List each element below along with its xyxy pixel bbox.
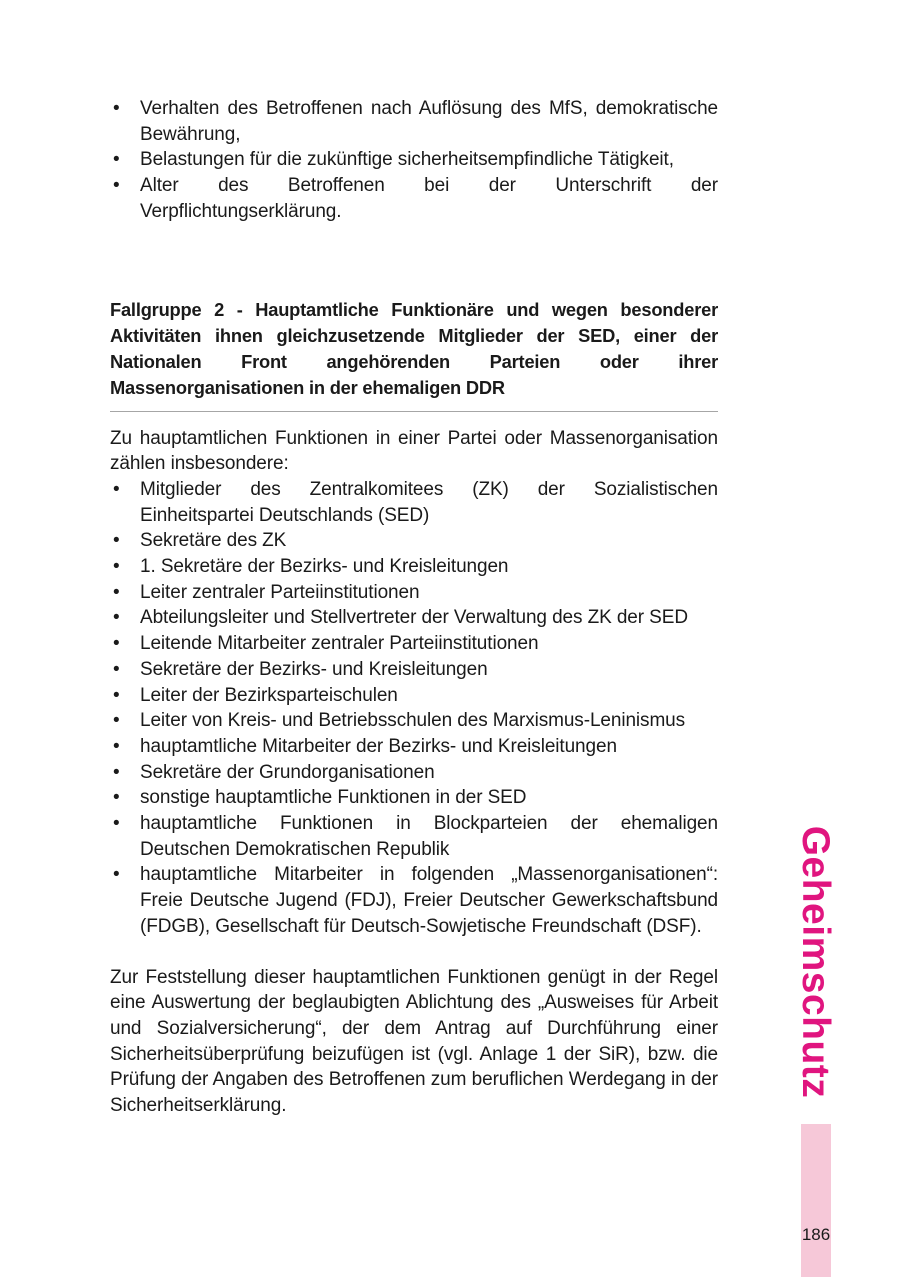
intro-paragraph: Zu hauptamtlichen Funktionen in einer Partei oder Massenorganisation zählen insbesondere: bbox=[110, 427, 718, 475]
function-bullet-list bbox=[110, 477, 718, 940]
list-item: • Verhalten des Betroffenen nach Auflösung des MfS, demokratische Bewährung, bbox=[110, 96, 718, 147]
list-item: • hauptamtliche Mitarbeiter der Bezirks- und Kreisleitungen bbox=[110, 734, 718, 760]
list-item: • Belastungen für die zukünftige sicherheitsempfindliche Tätigkeit, bbox=[110, 147, 718, 173]
list-item: • hauptamtliche Mitarbeiter in folgenden „Massenorganisationen“: Freie Deutsche Jugend (FDJ), Freier Deutscher Gewerkschaftsbund (FDGB), Gesellschaft für Deutsch-Sowjetische Freundschaft (DSF). bbox=[110, 862, 718, 939]
page-number: 186 bbox=[801, 1225, 831, 1244]
list-item: • Leiter von Kreis- und Betriebsschulen des Marxismus-Leninismus bbox=[110, 708, 718, 734]
list-item: • Sekretäre der Bezirks- und Kreisleitungen bbox=[110, 657, 718, 683]
list-item: • sonstige hauptamtliche Funktionen in der SED bbox=[110, 785, 718, 811]
top-bullet-list bbox=[110, 96, 718, 225]
list-item: • Alter des Betroffenen bei der Unterschrift der Verpflichtungserklärung. bbox=[110, 173, 718, 224]
list-item: • Leitende Mitarbeiter zentraler Parteiinstitutionen bbox=[110, 631, 718, 657]
list-item: • Leiter der Bezirksparteischulen bbox=[110, 683, 718, 709]
chapter-tab bbox=[801, 1124, 831, 1277]
chapter-side-label-text: Geheimschutz bbox=[794, 825, 837, 1099]
list-item: • 1. Sekretäre der Bezirks- und Kreisleitungen bbox=[110, 554, 718, 580]
section-heading: Fallgruppe 2 - Hauptamtliche Funktionäre und wegen besonderer Aktivitäten ihnen gleichzusetzende Mitglieder der SED, einer der Nationalen Front angehörenden Parteien oder ihrer Massenorganisationen in der ehemaligen DDR bbox=[110, 298, 718, 398]
chapter-side-label bbox=[794, 825, 837, 1099]
page-content bbox=[110, 96, 718, 1119]
list-item: • Mitglieder des Zentralkomitees (ZK) der Sozialistischen Einheitspartei Deutschlands (SED) bbox=[110, 477, 718, 528]
list-item: • Abteilungsleiter und Stellvertreter der Verwaltung des ZK der SED bbox=[110, 605, 718, 631]
list-item: • hauptamtliche Funktionen in Blockparteien der ehemaligen Deutschen Demokratischen Republik bbox=[110, 811, 718, 862]
list-item: • Leiter zentraler Parteiinstitutionen bbox=[110, 580, 718, 606]
heading-divider bbox=[110, 411, 718, 412]
list-item: • Sekretäre des ZK bbox=[110, 528, 718, 554]
closing-paragraph: Zur Feststellung dieser hauptamtlichen Funktionen genügt in der Regel eine Auswertung der beglaubigten Ablichtung des „Ausweises für Arbeit und Sozialversicherung“, der dem Antrag auf Durchführung einer Sicherheitsüberprüfung beizufügen ist (vgl. Anlage 1 der SiR), bzw. die Prüfung der Angaben des Betroffenen zum beruflichen Werdegang in der Sicherheitserklärung. bbox=[110, 966, 718, 1117]
list-item: • Sekretäre der Grundorganisationen bbox=[110, 760, 718, 786]
